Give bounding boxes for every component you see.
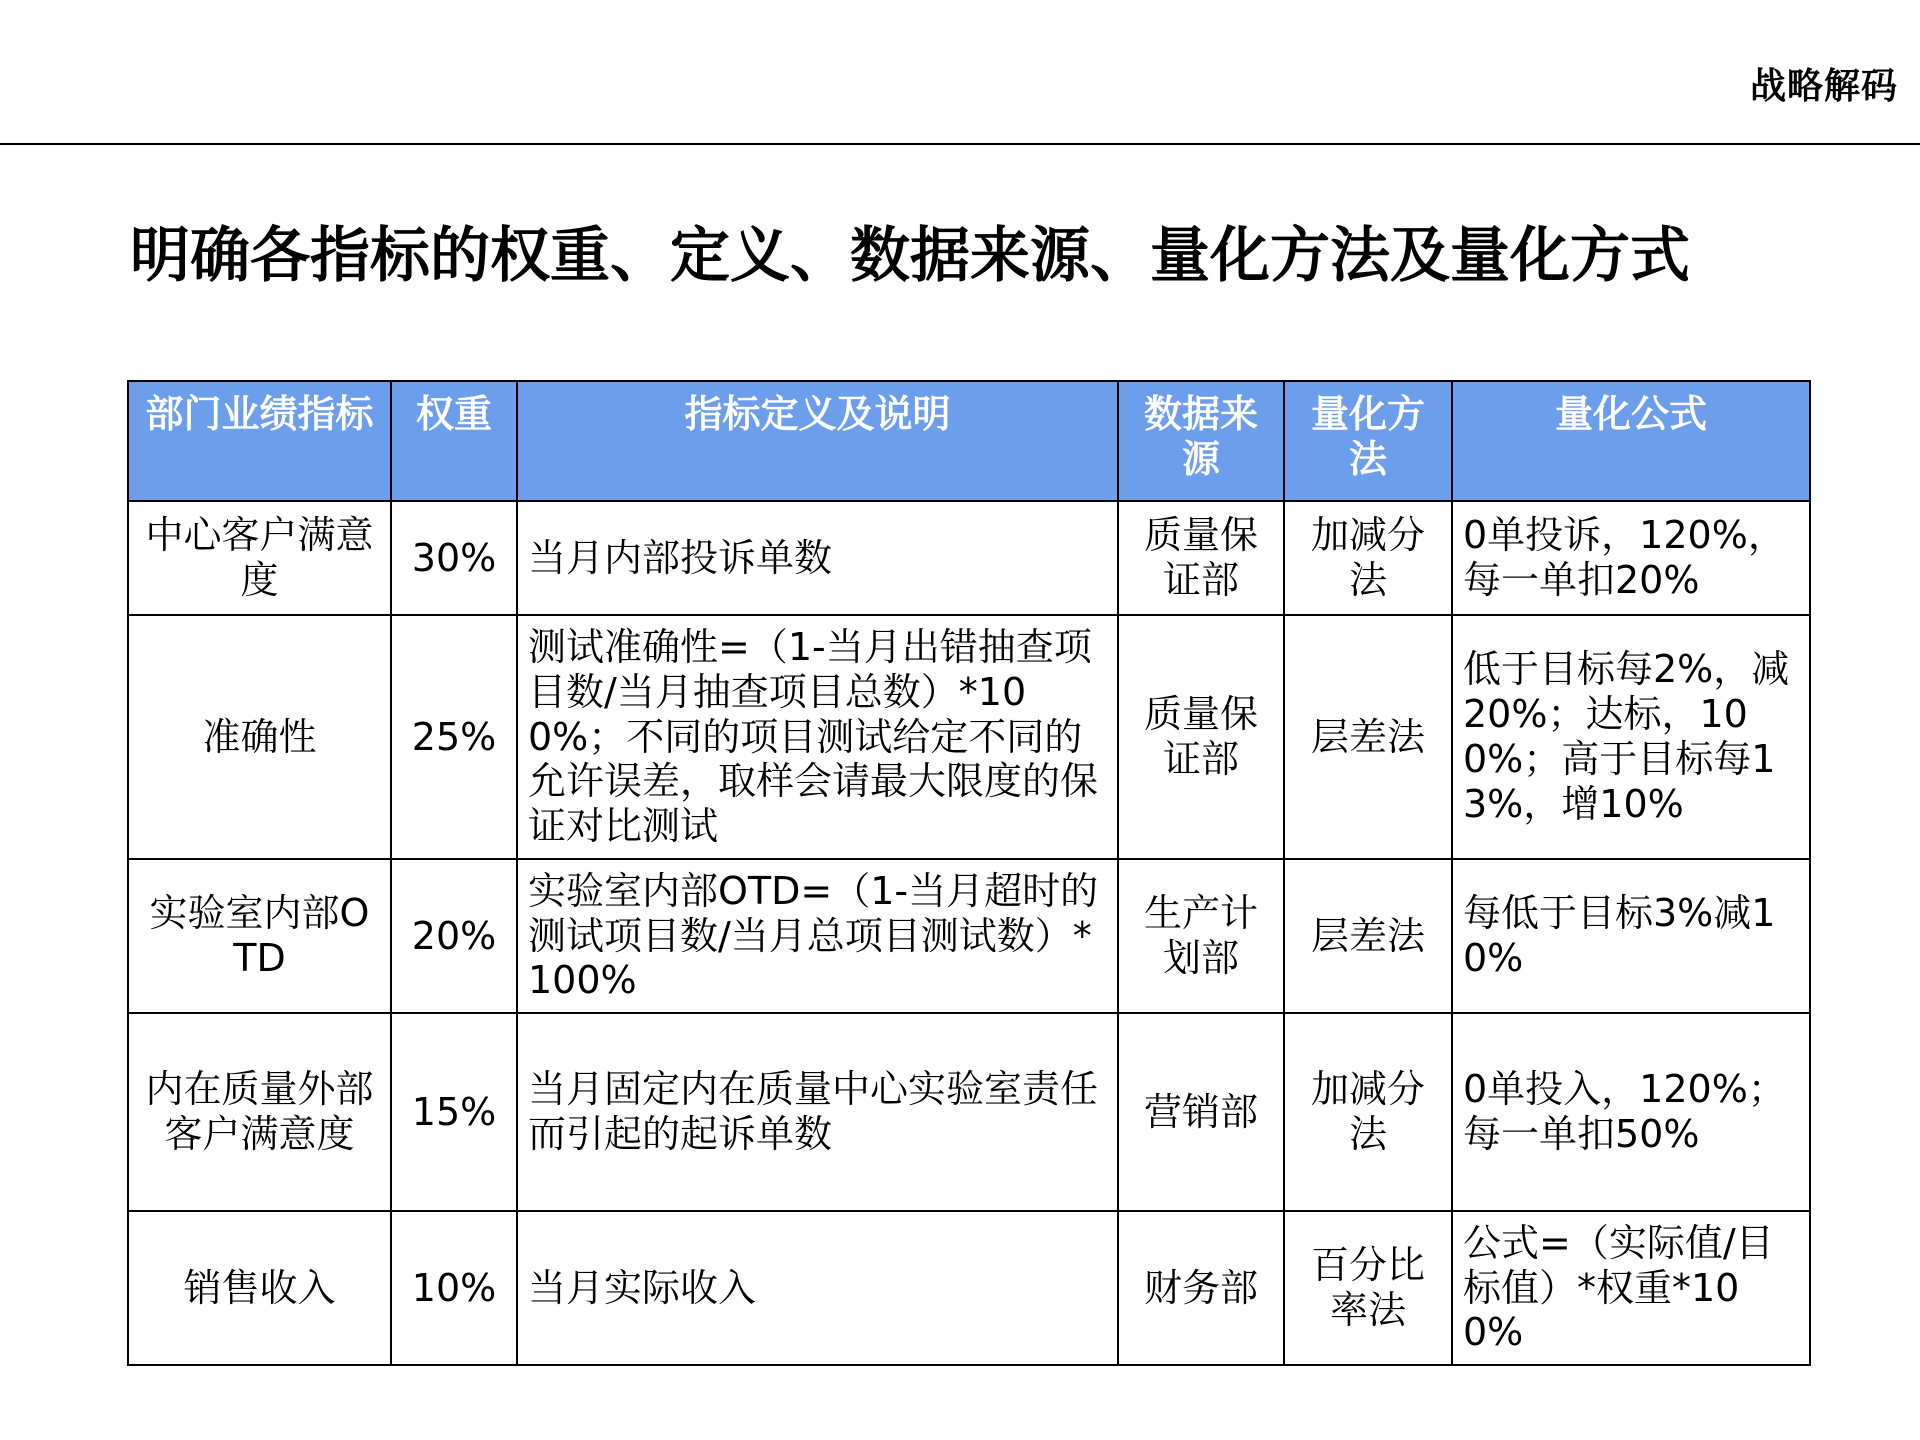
cell-formula: 0单投诉，120%，每一单扣20%	[1452, 501, 1810, 615]
cell-method: 层差法	[1284, 615, 1452, 859]
cell-method: 层差法	[1284, 859, 1452, 1013]
table-row	[128, 615, 1810, 859]
table-row	[128, 501, 1810, 615]
cell-definition: 当月固定内在质量中心实验室责任而引起的起诉单数	[517, 1013, 1118, 1211]
header-divider	[0, 143, 1920, 145]
header-source: 数据来源	[1118, 381, 1284, 501]
cell-formula: 每低于目标3%减10%	[1452, 859, 1810, 1013]
cell-weight: 10%	[391, 1211, 517, 1365]
header-weight: 权重	[391, 381, 517, 501]
cell-definition: 当月内部投诉单数	[517, 501, 1118, 615]
cell-method: 加减分法	[1284, 501, 1452, 615]
cell-indicator: 销售收入	[128, 1211, 391, 1365]
cell-formula: 0单投入，120%；每一单扣50%	[1452, 1013, 1810, 1211]
cell-weight: 20%	[391, 859, 517, 1013]
cell-weight: 25%	[391, 615, 517, 859]
cell-method: 加减分法	[1284, 1013, 1452, 1211]
cell-indicator: 中心客户满意度	[128, 501, 391, 615]
cell-method: 百分比率法	[1284, 1211, 1452, 1365]
table-row	[128, 1013, 1810, 1211]
cell-definition: 实验室内部OTD=（1-当月超时的测试项目数/当月总项目测试数）*100%	[517, 859, 1118, 1013]
header-formula: 量化公式	[1452, 381, 1810, 501]
header-definition: 指标定义及说明	[517, 381, 1118, 501]
cell-weight: 30%	[391, 501, 517, 615]
brand-label: 战略解码	[1749, 66, 1898, 107]
cell-indicator: 准确性	[128, 615, 391, 859]
cell-indicator: 内在质量外部客户满意度	[128, 1013, 391, 1211]
header-method: 量化方法	[1284, 381, 1452, 501]
table-row	[128, 1211, 1810, 1365]
cell-indicator: 实验室内部OTD	[128, 859, 391, 1013]
table-row	[128, 859, 1810, 1013]
cell-formula: 公式=（实际值/目标值）*权重*100%	[1452, 1211, 1810, 1365]
cell-weight: 15%	[391, 1013, 517, 1211]
cell-source: 质量保证部	[1118, 615, 1284, 859]
table-header-row	[128, 381, 1810, 501]
cell-source: 质量保证部	[1118, 501, 1284, 615]
cell-source: 财务部	[1118, 1211, 1284, 1365]
page-title: 明确各指标的权重、定义、数据来源、量化方法及量化方式	[130, 221, 1690, 291]
cell-source: 生产计划部	[1118, 859, 1284, 1013]
header-indicator: 部门业绩指标	[128, 381, 391, 501]
cell-definition: 当月实际收入	[517, 1211, 1118, 1365]
cell-source: 营销部	[1118, 1013, 1284, 1211]
cell-formula: 低于目标每2%，减20%；达标，100%；高于目标每13%，增10%	[1452, 615, 1810, 859]
cell-definition: 测试准确性=（1-当月出错抽查项目数/当月抽查项目总数）*100%；不同的项目测试给定不同的允许误差，取样会请最大限度的保证对比测试	[517, 615, 1118, 859]
kpi-table	[127, 380, 1811, 1366]
